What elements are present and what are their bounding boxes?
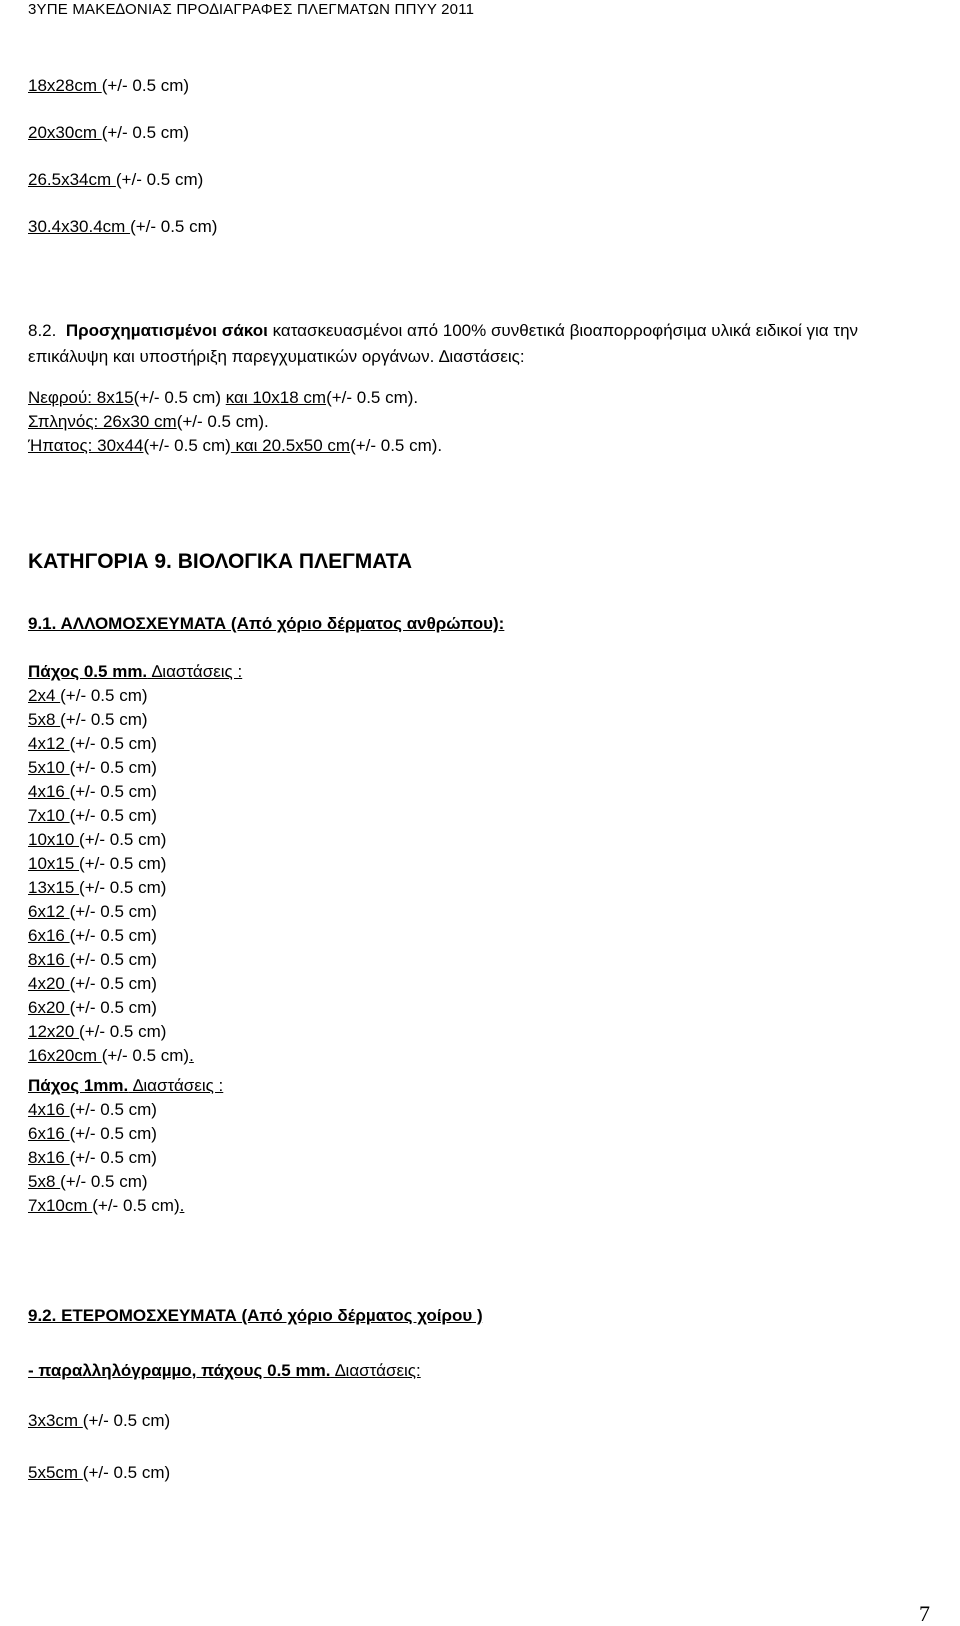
list-item: 3x3cm (+/- 0.5 cm): [28, 1411, 171, 1430]
list-item: 5x10 (+/- 0.5 cm): [28, 758, 157, 777]
section-number: 8.2.: [28, 321, 57, 340]
list-item: 12x20 (+/- 0.5 cm): [28, 1022, 167, 1041]
list-item: 13x15 (+/- 0.5 cm): [28, 878, 167, 897]
sizes-1-list: [28, 1098, 184, 1218]
list-item: 5x8 (+/- 0.5 cm): [28, 710, 148, 729]
list-item: 26.5x34cm (+/- 0.5 cm): [28, 170, 204, 189]
list-item: 7x10cm (+/- 0.5 cm).: [28, 1196, 185, 1215]
list-item: 18x28cm (+/- 0.5 cm): [28, 76, 190, 95]
list-item: 7x10 (+/- 0.5 cm): [28, 806, 157, 825]
list-item: 10x15 (+/- 0.5 cm): [28, 854, 167, 873]
spleen-line: Σπληνός: 26x30 cm(+/- 0.5 cm).: [28, 412, 269, 431]
category-heading: ΚΑΤΗΓΟΡΙΑ 9. ΒΙΟΛΟΓΙΚΑ ΠΛΕΓΜΑΤΑ: [28, 550, 413, 573]
list-item: 4x16 (+/- 0.5 cm): [28, 1100, 157, 1119]
list-item: 20x30cm (+/- 0.5 cm): [28, 123, 190, 142]
section-8-2-paragraph: [28, 318, 934, 370]
shape-line: - παραλληλόγραµµο, πάχους 0.5 mm. ∆ιαστάσεις:: [28, 1361, 421, 1380]
section-9-1-title: 9.1. ΑΛΛΟΜΟΣΧΕΥΜΑΤΑ (Από χόριο δέρµατος ανθρώπου):: [28, 614, 505, 633]
page-number: 7: [919, 1601, 930, 1626]
list-item: 8x16 (+/- 0.5 cm): [28, 950, 157, 969]
sizes-05-list: [28, 684, 194, 1068]
list-item: 16x20cm (+/- 0.5 cm).: [28, 1046, 194, 1065]
list-item: 8x16 (+/- 0.5 cm): [28, 1148, 157, 1167]
list-item: 10x10 (+/- 0.5 cm): [28, 830, 167, 849]
list-item: 2x4 (+/- 0.5 cm): [28, 686, 148, 705]
liver-line: Ήπατος: 30x44(+/- 0.5 cm) και 20.5x50 cm(+/- 0.5 cm).: [28, 436, 443, 455]
list-item: 30.4x30.4cm (+/- 0.5 cm): [28, 217, 218, 236]
list-item: 5x5cm (+/- 0.5 cm): [28, 1463, 171, 1482]
list-item: 6x16 (+/- 0.5 cm): [28, 1124, 157, 1143]
kidney-line: Νεφρού: 8x15(+/- 0.5 cm) και 10x18 cm(+/- 0.5 cm).: [28, 388, 419, 407]
thickness-1-heading: Πάχος 1mm. ∆ιαστάσεις :: [28, 1076, 224, 1095]
section-title: Προσχηµατισµένοι σάκοι: [65, 321, 268, 340]
thickness-05-heading: Πάχος 0.5 mm. ∆ιαστάσεις :: [28, 662, 243, 681]
list-item: 6x16 (+/- 0.5 cm): [28, 926, 157, 945]
list-item: 6x12 (+/- 0.5 cm): [28, 902, 157, 921]
section-9-2-title: 9.2. ΕΤΕΡΟΜΟΣΧΕΥΜΑΤΑ (Από χόριο δέρµατος χοίρου ): [28, 1306, 483, 1325]
top-size-list: [28, 74, 217, 262]
page-header: 3ΥΠΕ ΜΑΚΕ∆ΟΝΙΑΣ ΠΡΟ∆ΙΑΓΡΑΦΕΣ ΠΛΕΓΜΑΤΩΝ ΠΠΥΥ 2011: [28, 1, 475, 18]
list-item: 6x20 (+/- 0.5 cm): [28, 998, 157, 1017]
list-item: 4x16 (+/- 0.5 cm): [28, 782, 157, 801]
list-item: 4x20 (+/- 0.5 cm): [28, 974, 157, 993]
section-text: κατασκευασµένοι από 100% συνθετικά βιοαπορροφήσιµα υλικά ειδικοί για την επικάλυψη και υποστήριξη παρεγχυµατικών οργάνων. ∆ιαστάσεις:: [28, 321, 859, 366]
list-item: 5x8 (+/- 0.5 cm): [28, 1172, 148, 1191]
list-item: 4x12 (+/- 0.5 cm): [28, 734, 157, 753]
